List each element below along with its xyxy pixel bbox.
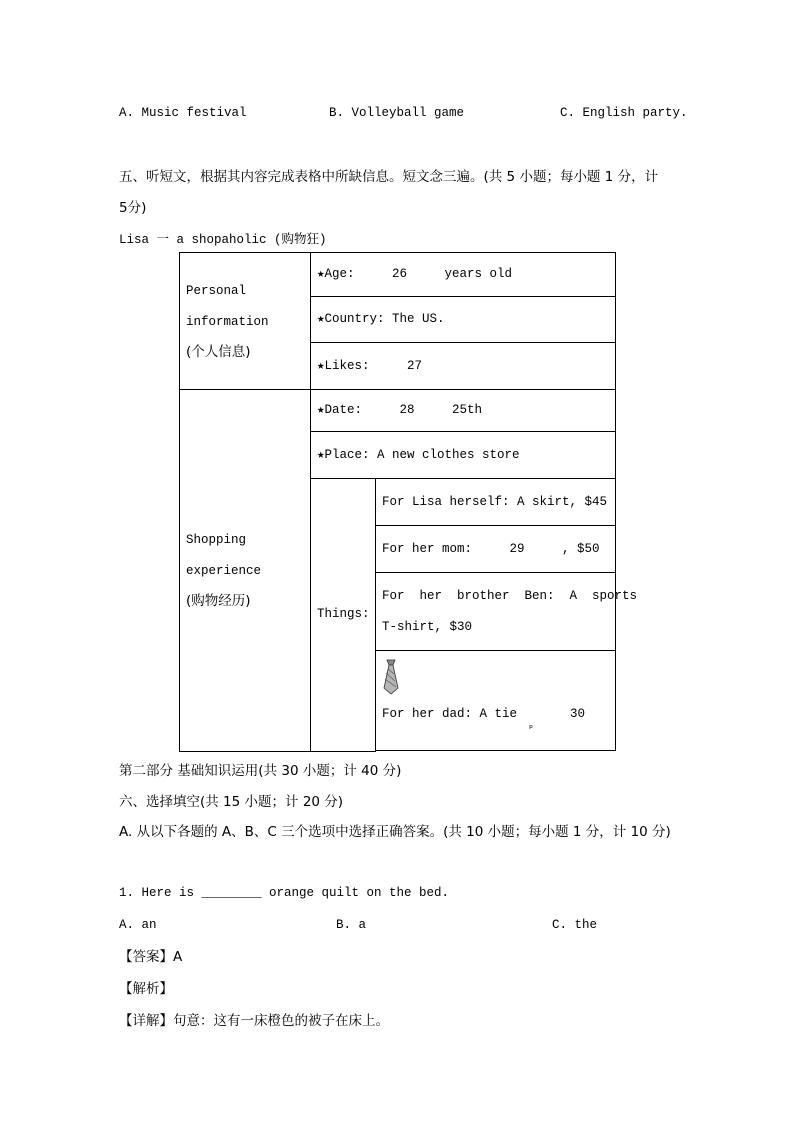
date-cell: ★Date: 28 25th (311, 390, 616, 432)
answer: 【答案】A (119, 949, 183, 965)
section6-heading: 六、选择填空(共 15 小题；计 20 分) (119, 794, 344, 810)
likes-cell: ★Likes: 27 (311, 343, 616, 390)
age-cell: ★Age: 26 years old (311, 253, 616, 297)
shopping-label-2: experience (186, 564, 262, 579)
option-b: B. Volleyball game (329, 106, 465, 120)
sectionA-heading: A. 从以下各题的 A、B、C 三个选项中选择正确答案。(共 10 小题；每小题 1 分，计 10 分) (119, 824, 671, 840)
shopping-label-1: Shopping (186, 533, 247, 548)
analysis: 【解析】 (119, 981, 173, 997)
question-1-option-a: A. an (119, 918, 157, 932)
shopping-label-3: (购物经历) (186, 593, 251, 610)
things-label-cell: Things: (311, 479, 376, 752)
question-1-option-b: B. a (336, 918, 367, 932)
table-title: Lisa 一 a shopaholic (购物狂) (119, 233, 327, 247)
section5-heading: 五、听短文，根据其内容完成表格中所缺信息。短文念三遍。(共 5 小题；每小题 1 分，计 (119, 169, 659, 185)
item-brother-1: For her brother Ben: A sports (382, 588, 638, 603)
shopping-label-cell (180, 390, 311, 752)
personal-label-1: Personal (186, 284, 247, 298)
info-table (179, 252, 638, 752)
place-cell: ★Place: A new clothes store (311, 432, 616, 479)
item-dad-cell (376, 651, 616, 751)
tie-icon (382, 659, 400, 699)
item-lisa: For Lisa herself: A skirt, $45 (376, 479, 616, 526)
item-brother-2: T-shirt, $30 (382, 619, 473, 634)
item-dad-blank: 30 (570, 707, 586, 721)
item-dad: For her dad: A tie (382, 707, 518, 721)
personal-label-3: (个人信息) (186, 344, 251, 360)
detail: 【详解】句意：这有一床橙色的被子在床上。 (119, 1013, 389, 1029)
item-brother-cell (376, 573, 638, 651)
item-mom: For her mom: 29 , $50 (376, 526, 616, 573)
question-1-stem: 1. Here is ________ orange quilt on the bed. (119, 886, 450, 900)
personal-label-cell (180, 253, 311, 390)
section5-heading-cont: 5分) (119, 200, 147, 216)
option-c: C. English party. (560, 106, 688, 120)
option-a: A. Music festival (119, 106, 247, 120)
personal-label-2: information (186, 315, 269, 329)
question-1-option-c: C. the (552, 918, 598, 932)
country-cell: ★Country: The US. (311, 297, 616, 343)
item-dad-mark: ₚ (528, 721, 535, 732)
part2-heading: 第二部分 基础知识运用(共 30 小题；计 40 分) (119, 763, 402, 779)
